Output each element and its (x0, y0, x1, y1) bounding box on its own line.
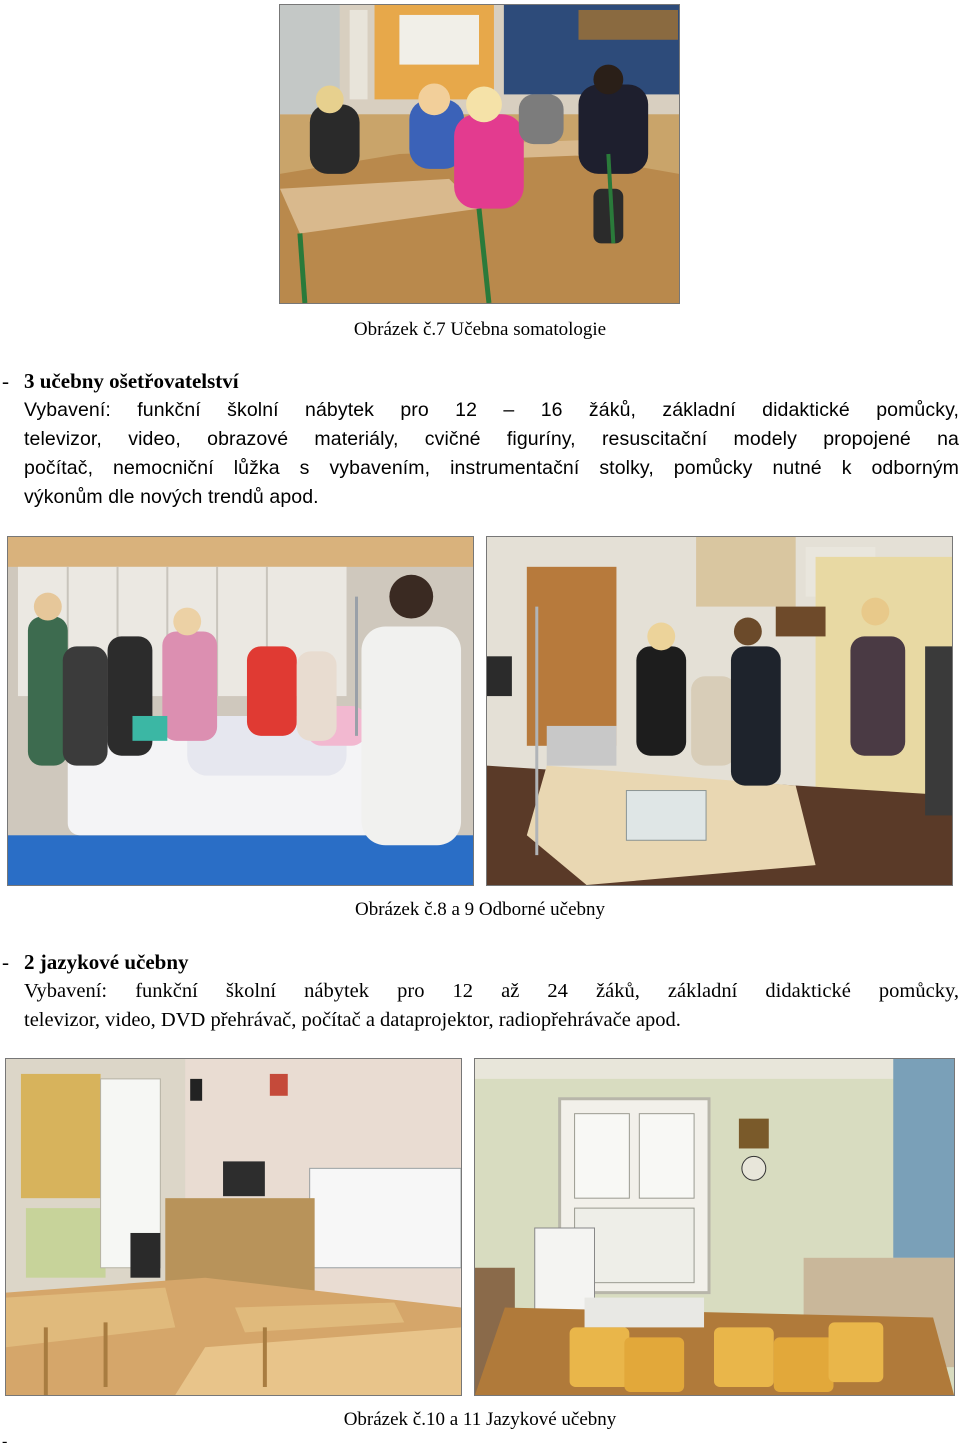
paragraph-line: výkonům dle nových trendů apod. (24, 486, 319, 508)
list-dash: - (2, 369, 9, 393)
paragraph-line: Vybavení: funkční školní nábytek pro 12 až 24 žáků, základní didaktické pomůcky, (24, 980, 959, 1002)
photo-language-classroom-2 (474, 1058, 955, 1396)
trailing-dash: - (2, 1433, 8, 1450)
paragraph-line: Vybavení: funkční školní nábytek pro 12 – 16 žáků, základní didaktické pomůcky, (24, 399, 959, 421)
photo-somatology-classroom (279, 4, 680, 304)
photo-nursing-bed-classroom (7, 536, 474, 886)
list-dash: - (2, 950, 9, 974)
figure-10-11-caption: Obrázek č.10 a 11 Jazykové učebny (343, 1409, 617, 1430)
language-equipment-paragraph (24, 977, 959, 1035)
figure-8-9-caption: Obrázek č.8 a 9 Odborné učebny (354, 899, 606, 920)
section-heading-language (2, 949, 189, 975)
paragraph-line: televizor, video, DVD přehrávač, počítač a dataprojektor, radiopřehrávače apod. (24, 1009, 681, 1031)
section-heading-nursing (2, 368, 239, 394)
paragraph-line: počítač, nemocniční lůžka s vybavením, instrumentační stolky, pomůcky nutné k odborným (24, 457, 959, 479)
figure-7-caption: Obrázek č.7 Učebna somatologie (353, 319, 607, 340)
photo-language-classroom-1 (5, 1058, 462, 1396)
nursing-equipment-paragraph (24, 396, 959, 512)
photo-nursing-instruments-classroom (486, 536, 953, 886)
paragraph-line: televizor, video, obrazové materiály, cvičné figuríny, resuscitační modely propojené na (24, 428, 959, 450)
section-title: 2 jazykové učebny (24, 950, 189, 974)
section-title: 3 učebny ošetřovatelství (24, 369, 239, 393)
